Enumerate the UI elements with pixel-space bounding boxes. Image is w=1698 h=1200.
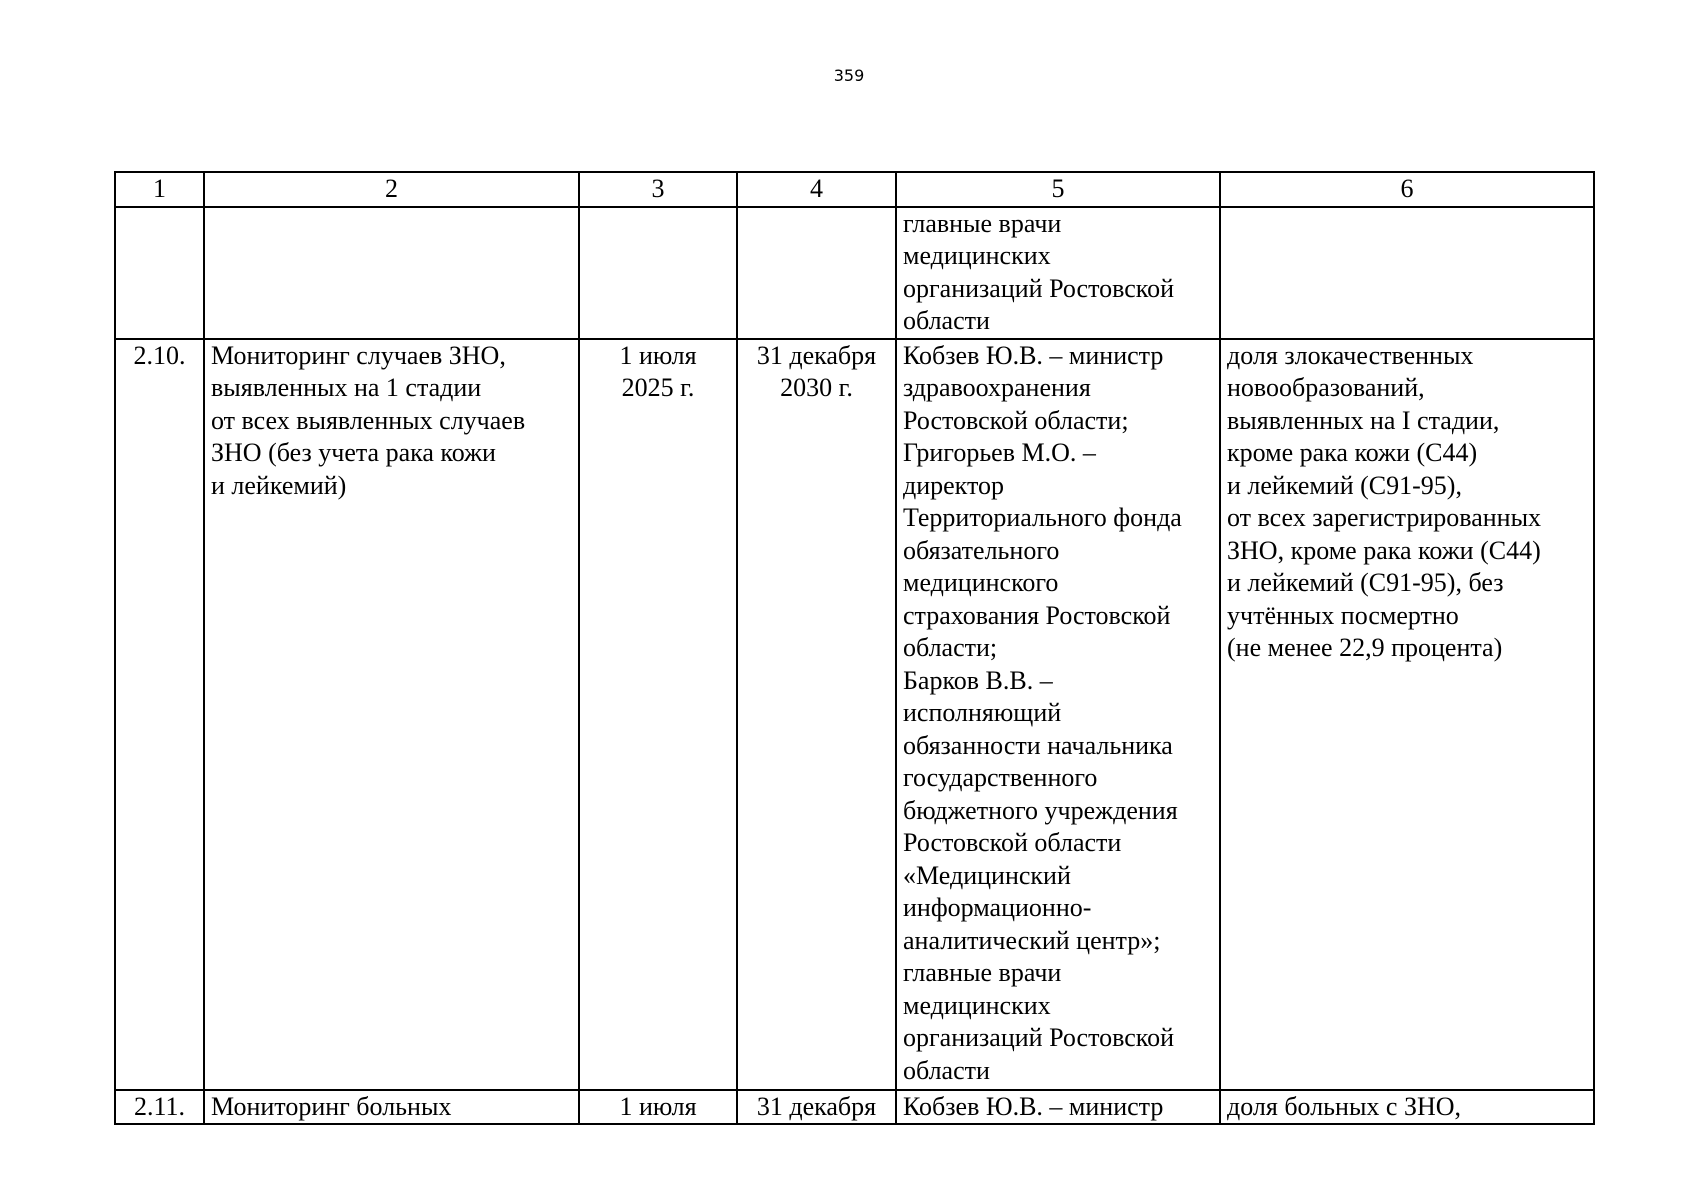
- cell-indicator: доля больных с ЗНО,: [1220, 1090, 1594, 1125]
- cell-start-date: 1 июля 2025 г.: [579, 339, 737, 1090]
- cell-indicator: доля злокачественных новообразований, выявленных на I стадии, кроме рака кожи (С44) и лейкемий (С91-95), от всех зарегистрированных ЗНО, кроме рака кожи (С44) и лейкемий (С91-95), без учтённых посмертно (не менее 22,9 процента): [1220, 339, 1594, 1090]
- cell-responsible: главные врачи медицинских организаций Ростовской области: [896, 207, 1220, 339]
- cell-end-date: [737, 207, 896, 339]
- cell-end-date: 31 декабря 2030 г.: [737, 339, 896, 1090]
- cell-responsible: Кобзев Ю.В. – министр: [896, 1090, 1220, 1125]
- column-header: 2: [204, 172, 579, 207]
- cell-number: 2.11.: [115, 1090, 204, 1125]
- table-row: [115, 207, 1594, 339]
- cell-indicator: [1220, 207, 1594, 339]
- cell-start-date: [579, 207, 737, 339]
- cell-activity: [204, 207, 579, 339]
- cell-number: 2.10.: [115, 339, 204, 1090]
- cell-responsible: Кобзев Ю.В. – министр здравоохранения Ростовской области; Григорьев М.О. – директор Территориального фонда обязательного медицинского страхования Ростовской области; Барков В.В. – исполняющий обязанности начальника государственного бюджетного учреждения Ростовской области «Медицинский информационно- аналитический центр»; главные врачи медицинских организаций Ростовской области: [896, 339, 1220, 1090]
- table-row: [115, 1090, 1594, 1125]
- cell-number: [115, 207, 204, 339]
- page-number: 359: [833, 66, 865, 85]
- table-row: [115, 339, 1594, 1090]
- column-header: 4: [737, 172, 896, 207]
- plan-table: [114, 171, 1595, 1125]
- cell-end-date: 31 декабря: [737, 1090, 896, 1125]
- column-header: 6: [1220, 172, 1594, 207]
- column-header: 3: [579, 172, 737, 207]
- table-header-row: [115, 172, 1594, 207]
- cell-activity: Мониторинг случаев ЗНО, выявленных на 1 стадии от всех выявленных случаев ЗНО (без учета рака кожи и лейкемий): [204, 339, 579, 1090]
- column-header: 1: [115, 172, 204, 207]
- cell-start-date: 1 июля: [579, 1090, 737, 1125]
- cell-activity: Мониторинг больных: [204, 1090, 579, 1125]
- column-header: 5: [896, 172, 1220, 207]
